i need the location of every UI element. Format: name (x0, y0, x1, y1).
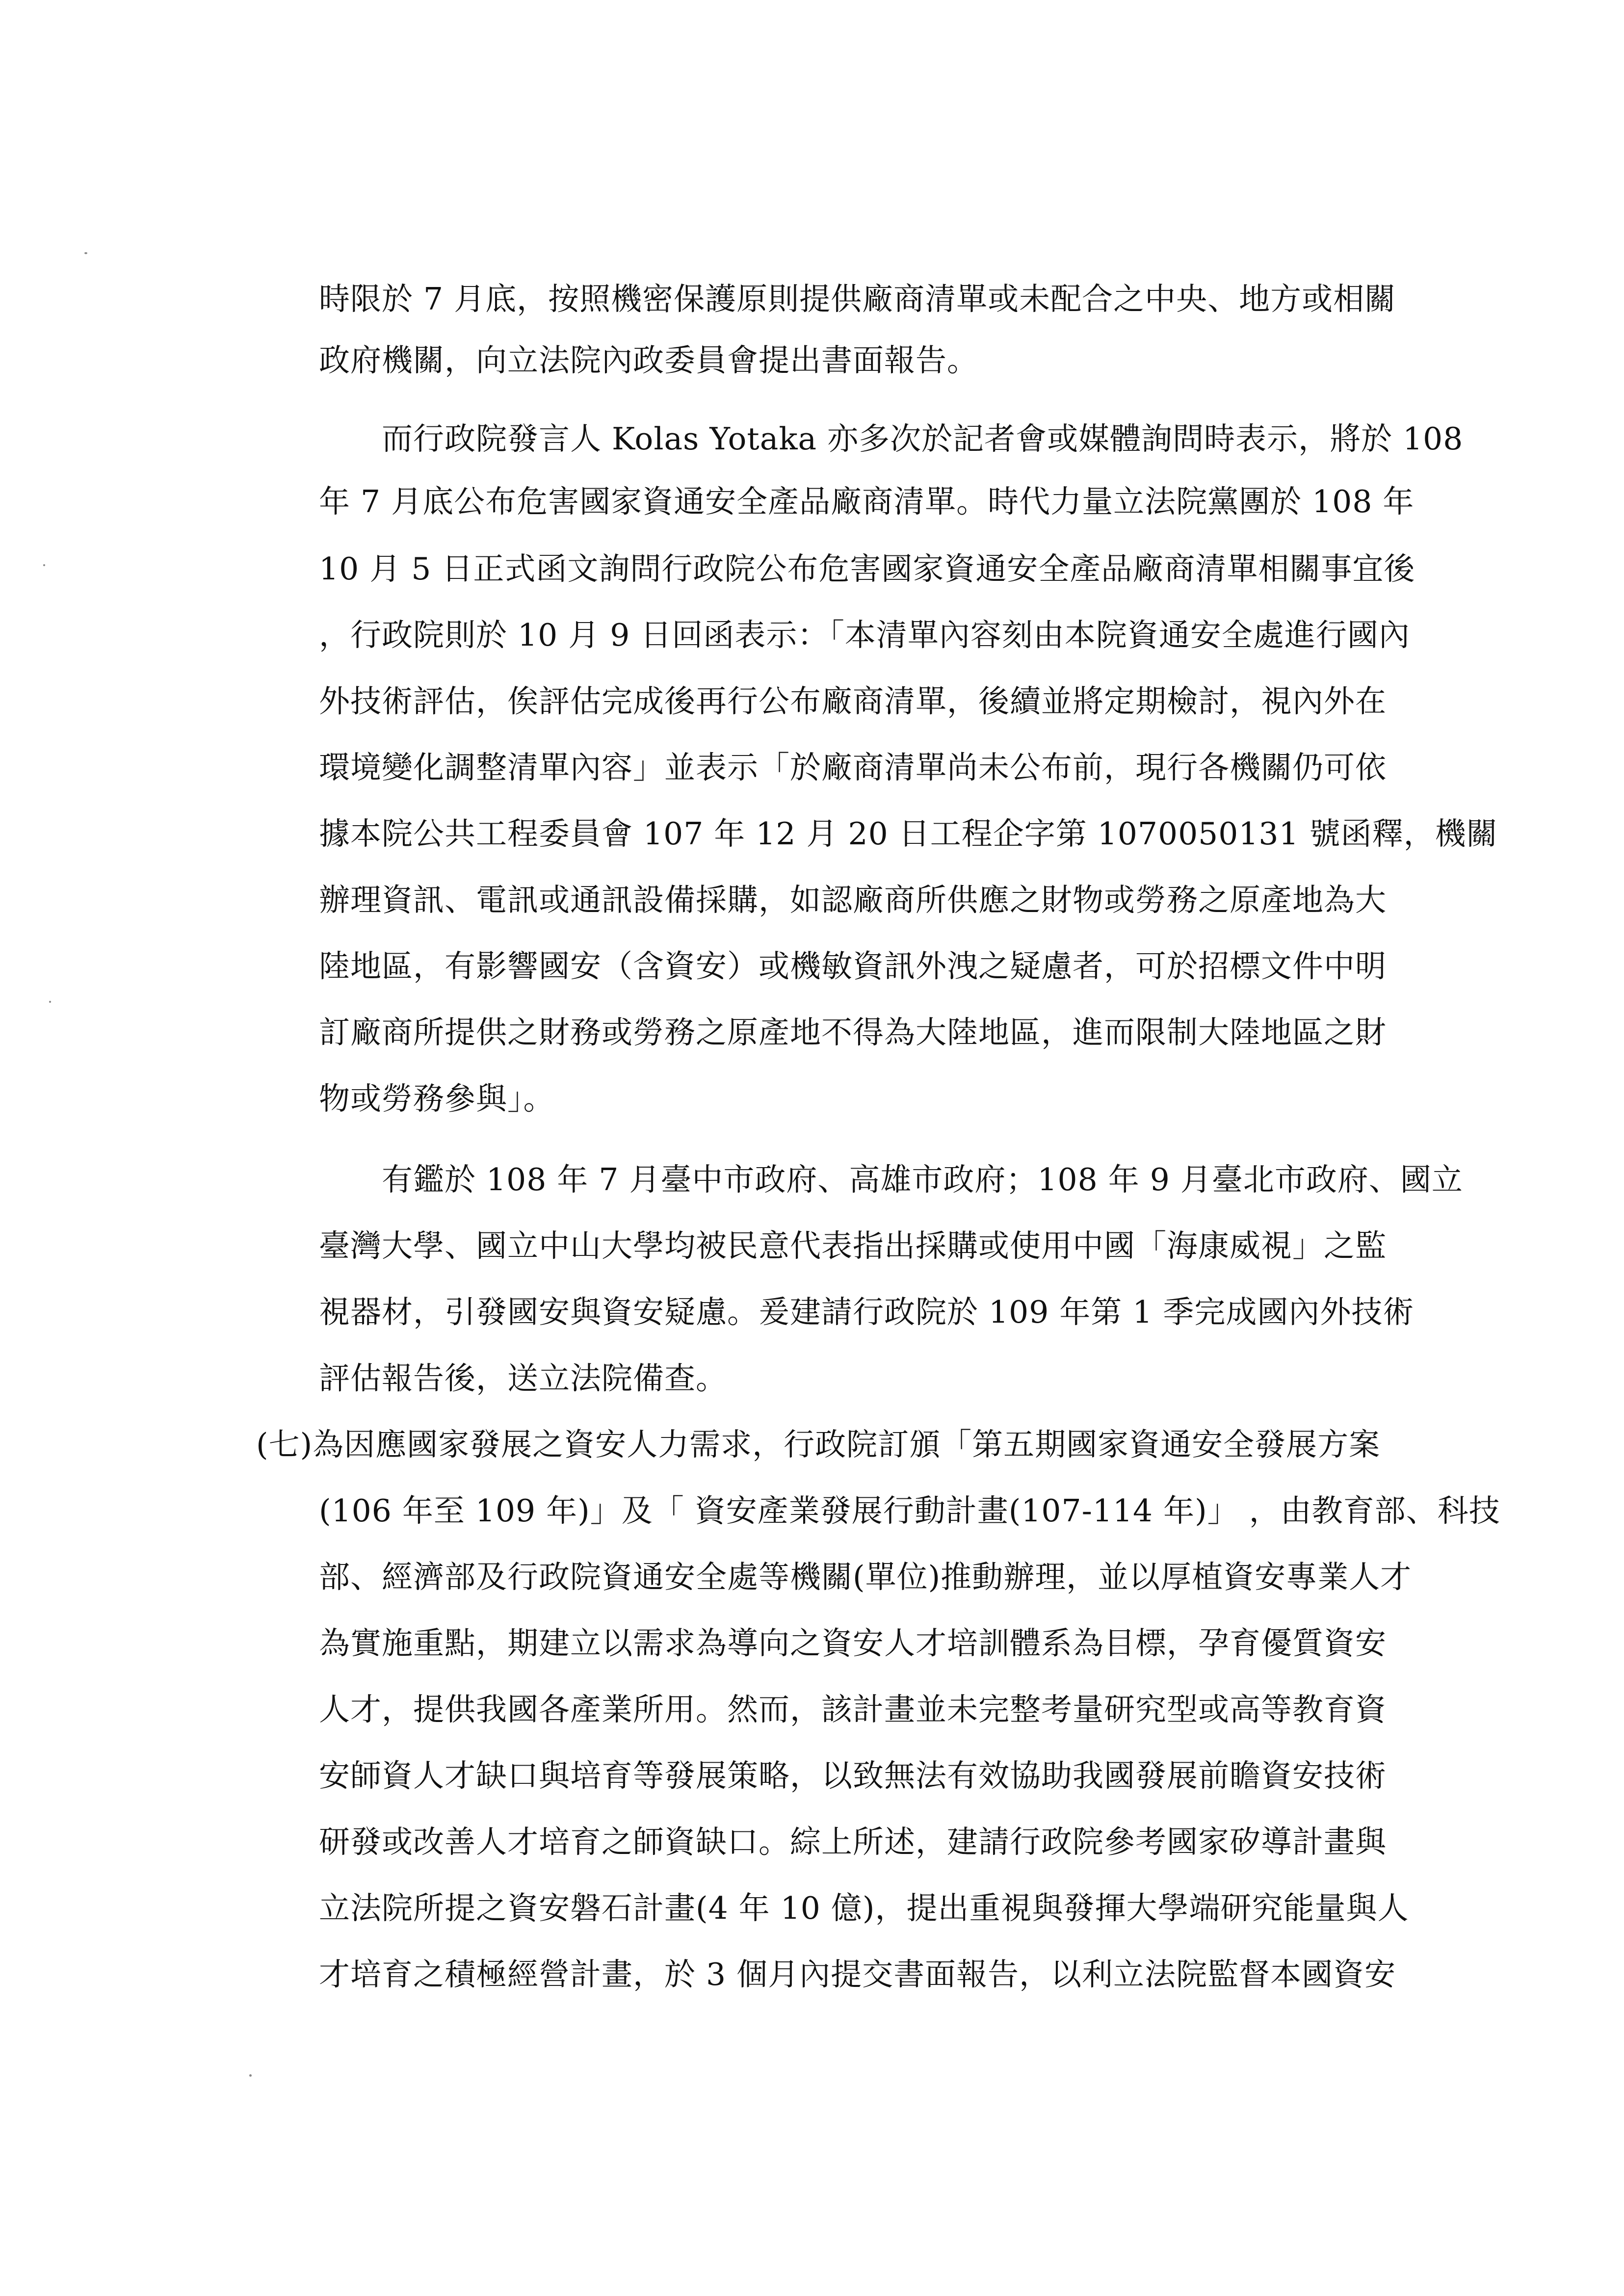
text-line: 環境變化調整清單內容」並表示「於廠商清單尚未公布前，現行各機關仍可依 (319, 750, 1387, 785)
text-line: 有鑑於 108 年 7 月臺中市政府、高雄市政府；108 年 9 月臺北市政府、國立 (382, 1162, 1463, 1198)
text-line: 臺灣大學、國立中山大學均被民意代表指出採購或使用中國「海康威視」之監 (319, 1228, 1387, 1264)
text-line: 視器材，引發國安與資安疑慮。爰建請行政院於 109 年第 1 季完成國內外技術 (319, 1294, 1414, 1330)
scan-speck (84, 252, 87, 254)
text-line: 而行政院發言人 Kolas Yotaka 亦多次於記者會或媒體詢問時表示，將於 108 (382, 421, 1464, 457)
text-line: (七)為因應國家發展之資安人力需求，行政院訂頒「第五期國家資通安全發展方案 (256, 1427, 1381, 1462)
text-line: 安師資人才缺口與培育等發展策略，以致無法有效協助我國發展前瞻資安技術 (319, 1758, 1387, 1794)
text-line: 部、經濟部及行政院資通安全處等機關(單位)推動辦理，並以厚植資安專業人才 (319, 1559, 1412, 1595)
text-line: 辦理資訊、電訊或通訊設備採購，如認廠商所供應之財物或勞務之原產地為大 (319, 882, 1387, 918)
text-line: 年 7 月底公布危害國家資通安全產品廠商清單。時代力量立法院黨團於 108 年 (319, 484, 1414, 520)
text-line: 時限於 7 月底，按照機密保護原則提供廠商清單或未配合之中央、地方或相關 (319, 281, 1396, 317)
scan-speck (49, 1001, 51, 1003)
text-line: ，行政院則於 10 月 9 日回函表示：「本清單內容刻由本院資通安全處進行國內 (319, 617, 1410, 653)
text-line: 陸地區，有影響國安（含資安）或機敏資訊外洩之疑慮者，可於招標文件中明 (319, 948, 1387, 984)
text-line: 據本院公共工程委員會 107 年 12 月 20 日工程企字第 1070050131 號函釋，機關 (319, 816, 1498, 852)
text-line: (106 年至 109 年)」及「 資安產業發展行動計畫(107-114 年)」 ，由教育部、科技 (319, 1493, 1500, 1529)
text-line: 評估報告後，送立法院備查。 (319, 1360, 727, 1396)
text-line: 研發或改善人才培育之師資缺口。綜上所述，建請行政院參考國家矽導計畫與 (319, 1824, 1387, 1860)
text-line: 才培育之積極經營計畫，於 3 個月內提交書面報告，以利立法院監督本國資安 (319, 1957, 1396, 1992)
text-line: 政府機關，向立法院內政委員會提出書面報告。 (319, 342, 978, 378)
scan-speck (43, 564, 45, 566)
text-line: 物或勞務參與」。 (319, 1081, 555, 1117)
text-line: 10 月 5 日正式函文詢問行政院公布危害國家資通安全產品廠商清單相關事宜後 (319, 551, 1415, 587)
text-line: 人才，提供我國各產業所用。然而，該計畫並未完整考量研究型或高等教育資 (319, 1692, 1387, 1727)
text-line: 外技術評估，俟評估完成後再行公布廠商清單，後續並將定期檢討，視內外在 (319, 683, 1387, 719)
text-line: 為實施重點，期建立以需求為導向之資安人才培訓體系為目標，孕育優質資安 (319, 1625, 1387, 1661)
scan-speck (249, 2074, 252, 2077)
text-line: 訂廠商所提供之財務或勞務之原產地不得為大陸地區，進而限制大陸地區之財 (319, 1015, 1387, 1050)
text-line: 立法院所提之資安磐石計畫(4 年 10 億)，提出重視與發揮大學端研究能量與人 (319, 1890, 1409, 1926)
